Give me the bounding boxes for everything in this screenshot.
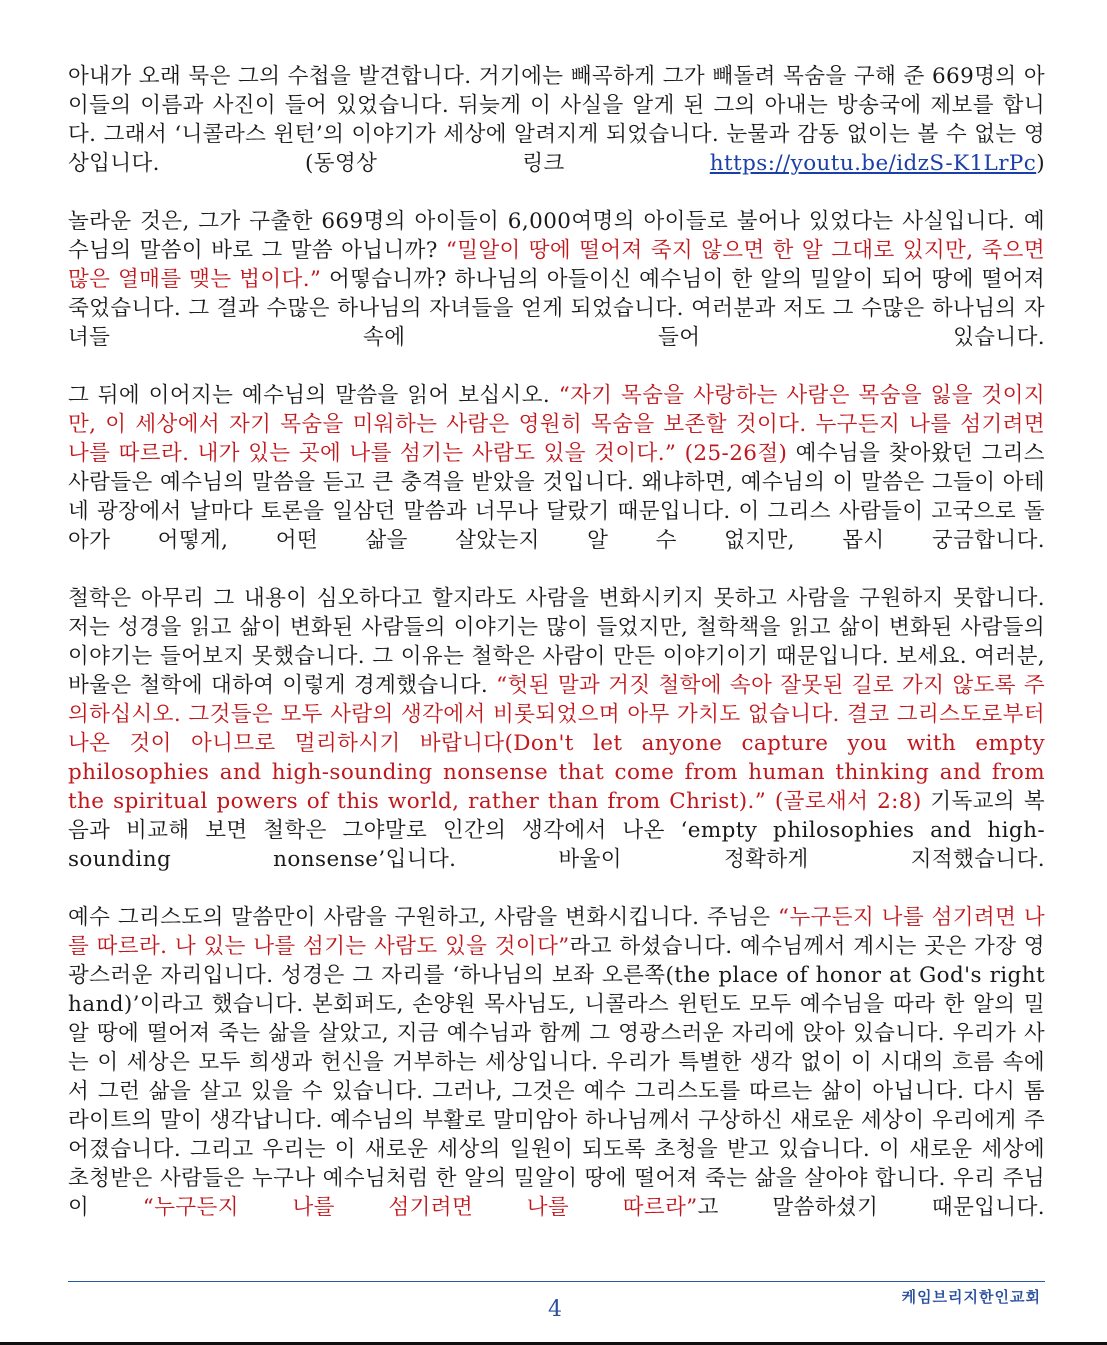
paragraph [68,381,1045,555]
body-text: ) [1036,151,1045,176]
paragraph [68,207,1045,352]
scripture-quote: “누구든지 나를 섬기려면 나를 따르라. 나 있는 나를 섬기는 사람도 있을 것이다” [68,905,1045,959]
document-body [68,62,1045,1251]
paragraph [68,62,1045,178]
body-text: 놀라운 것은, 그가 구출한 669명의 아이들이 6,000여명의 아이들로 불어나 있었다는 사실입니다. 예수님의 말씀이 바로 그 말씀 아닙니까? [68,209,1045,263]
footer-divider [68,1281,1045,1282]
body-text: 아내가 오래 묵은 그의 수첩을 발견합니다. 거기에는 빼곡하게 그가 빼돌려 목숨을 구해 준 669명의 아이들의 이름과 사진이 들어 있었습니다. 뒤늦게 이 사실을 알게 된 그의 아내는 방송국에 제보를 합니다. 그래서 ‘니콜라스 윈턴’의 이야기가 세상에 알려지게 되었습니다. 눈물과 감동 없이는 볼 수 없는 영상입니다. (동영상 링크 [68,64,1045,176]
body-text: 어떻습니까? 하나님의 아들이신 예수님이 한 알의 밀알이 되어 땅에 떨어져 죽었습니다. 그 결과 수많은 하나님의 자녀들을 얻게 되었습니다. 여러분과 저도 그 수많은 하나님의 자녀들 속에 들어 있습니다. [68,267,1045,350]
body-text: 그 뒤에 이어지는 예수님의 말씀을 읽어 보십시오. [68,383,559,408]
page-number: 4 [548,1297,562,1322]
paragraph [68,903,1045,1222]
scripture-quote: “밀알이 땅에 떨어져 죽지 않으면 한 알 그대로 있지만, 죽으면 많은 열매를 맺는 법이다.” [68,238,1046,292]
body-text: 고 말씀하셨기 때문입니다. [697,1195,1045,1220]
scripture-quote: “헛된 말과 거짓 철학에 속아 잘못된 길로 가지 않도록 주의하십시오. 그것들은 모두 사람의 생각에서 비롯되었으며 아무 가치도 없습니다. 결코 그리스도로부터 나온 것이 아니므로 멀리하시기 바랍니다(Don't let anyone capture you with empty philosophies and high-sounding nonsense that come from human thinking and from the spiritual powers of this world, rather than from Christ).” (골로새서 2:8) [68,673,1045,814]
scripture-quote: “자기 목숨을 사랑하는 사람은 목숨을 잃을 것이지만, 이 세상에서 자기 목숨을 미워하는 사람은 영원히 목숨을 보존할 것이다. 누구든지 나를 섬기려면 나를 따르라. 내가 있는 곳에 나를 섬기는 사람도 있을 것이다.” (25-26절) [68,383,1045,466]
church-name: 케임브리지한인교회 [901,1288,1041,1306]
scripture-quote: “누구든지 나를 섬기려면 나를 따르라” [142,1195,698,1220]
body-text: 기독교의 복음과 비교해 보면 철학은 그야말로 인간의 생각에서 나온 ‘empty philosophies and high-sounding nonsense’입니다. 바울이 정확하게 지적했습니다. [68,789,1045,872]
paragraph [68,584,1045,874]
body-text: 예수님을 찾아왔던 그리스 사람들은 예수님의 말씀을 듣고 큰 충격을 받았을 것입니다. 왜냐하면, 예수님의 이 말씀은 그들이 아테네 광장에서 날마다 토론을 일삼던 말씀과 너무나 달랐기 때문입니다. 이 그리스 사람들이 고국으로 돌아가 어떻게, 어떤 삶을 살았는지 알 수 없지만, 몹시 궁금합니다. [68,441,1045,553]
body-text: 라고 하셨습니다. 예수님께서 계시는 곳은 가장 영광스러운 자리입니다. 성경은 그 자리를 ‘하나님의 보좌 오른쪽(the place of honor at God's right hand)’이라고 했습니다. 본회퍼도, 손양원 목사님도, 니콜라스 윈턴도 모두 예수님을 따라 한 알의 밀알 땅에 떨어져 죽는 삶을 살았고, 지금 예수님과 함께 그 영광스러운 자리에 앉아 있습니다. 우리가 사는 이 세상은 모두 희생과 헌신을 거부하는 세상입니다. 우리가 특별한 생각 없이 이 시대의 흐름 속에서 그런 삶을 살고 있을 수 있습니다. 그러나, 그것은 예수 그리스도를 따르는 삶이 아닙니다. 다시 톰 라이트의 말이 생각납니다. 예수님의 부활로 말미암아 하나님께서 구상하신 새로운 세상이 우리에게 주어졌습니다. 그리고 우리는 이 새로운 세상의 일원이 되도록 초청을 받고 있습니다. 이 새로운 세상에 초청받은 사람들은 누구나 예수님처럼 한 알의 밀알이 땅에 떨어져 죽는 삶을 살아야 합니다. 우리 주님이 [68,934,1045,1220]
body-text: 예수 그리스도의 말씀만이 사람을 구원하고, 사람을 변화시킵니다. 주님은 [68,905,779,930]
video-link[interactable]: https://youtu.be/idzS-K1LrPc [709,151,1037,176]
body-text: 철학은 아무리 그 내용이 심오하다고 할지라도 사람을 변화시키지 못하고 사람을 구원하지 못합니다. 저는 성경을 읽고 삶이 변화된 사람들의 이야기는 많이 들었지만, 철학책을 읽고 삶이 변화된 사람들의 이야기는 들어보지 못했습니다. 그 이유는 철학은 사람이 만든 이야기이기 때문입니다. 보세요. 여러분, 바울은 철학에 대하여 이렇게 경계했습니다. [68,586,1045,698]
